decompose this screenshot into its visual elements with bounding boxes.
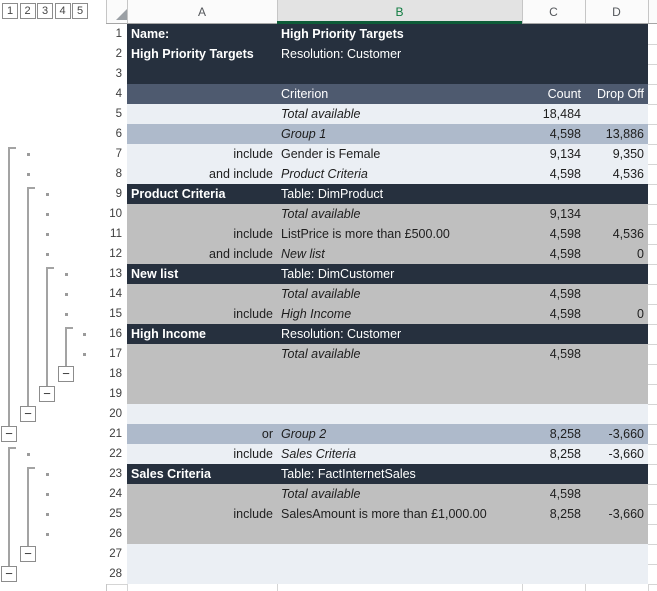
cell-C22[interactable]: 8,258 [549, 447, 581, 461]
outline-collapse-button[interactable]: − [20, 406, 36, 422]
gridline-h [648, 164, 657, 165]
cell-A23[interactable]: Sales Criteria [131, 467, 211, 481]
gridline-h [648, 184, 657, 185]
cell-C21[interactable]: 8,258 [549, 427, 581, 441]
cell-B21[interactable]: Group 2 [281, 427, 327, 441]
outline-level-button-1[interactable]: 1 [2, 3, 18, 19]
gridline-h [648, 404, 657, 405]
outline-bracket-tick [46, 267, 54, 269]
cell-D12[interactable]: 0 [637, 247, 644, 261]
gridline-v [277, 584, 278, 591]
cell-D8[interactable]: 4,536 [612, 167, 644, 181]
row-band-20[interactable] [127, 404, 648, 424]
outline-row-dot [65, 273, 68, 276]
header-separator [106, 0, 107, 24]
cell-B13[interactable]: Table: DimCustomer [281, 267, 395, 281]
select-all-triangle-icon [116, 9, 127, 20]
outline-collapse-button[interactable]: − [58, 366, 74, 382]
row-header-8[interactable]: 8 [106, 164, 127, 184]
cell-A16[interactable]: High Income [131, 327, 207, 341]
row-header-28[interactable]: 28 [106, 564, 127, 584]
cell-D7[interactable]: 9,350 [612, 147, 644, 161]
row-header-4[interactable]: 4 [106, 84, 127, 104]
row-band-19[interactable] [127, 384, 648, 404]
outline-row-dot [83, 353, 86, 356]
cell-C6[interactable]: 4,598 [549, 127, 581, 141]
gridline-h [648, 364, 657, 365]
gridline-h [648, 144, 657, 145]
gridline-h [648, 484, 657, 485]
outline-row-dot [65, 313, 68, 316]
cell-A2[interactable]: High Priority Targets [131, 47, 254, 61]
gridline-h [648, 584, 657, 585]
gridline-h [648, 284, 657, 285]
cell-A9[interactable]: Product Criteria [131, 187, 226, 201]
cell-D11[interactable]: 4,536 [612, 227, 644, 241]
gridline-h [648, 464, 657, 465]
header-separator [648, 0, 649, 24]
cell-B12[interactable]: New list [281, 247, 325, 261]
row-header-22[interactable]: 22 [106, 444, 127, 464]
outline-bracket-tick [8, 147, 16, 149]
outline-collapse-button[interactable]: − [1, 426, 17, 442]
cell-B11[interactable]: ListPrice is more than £500.00 [281, 227, 450, 241]
gridline-h [648, 64, 657, 65]
gridline-h [648, 564, 657, 565]
outline-level-button-2[interactable]: 2 [20, 3, 36, 19]
outline-row-dot [46, 213, 49, 216]
gridline-h [648, 84, 657, 85]
outline-bracket-line [8, 147, 10, 426]
outline-bracket-line [65, 327, 67, 366]
cell-A13[interactable]: New list [131, 267, 179, 281]
cell-A8[interactable]: and include [209, 167, 273, 181]
gridline-h [648, 324, 657, 325]
gridline-h [648, 344, 657, 345]
row-header-5[interactable]: 5 [106, 104, 127, 124]
cell-D15[interactable]: 0 [637, 307, 644, 321]
row-header-21[interactable]: 21 [106, 424, 127, 444]
row-header-24[interactable]: 24 [106, 484, 127, 504]
cell-C11[interactable]: 4,598 [549, 227, 581, 241]
row-header-7[interactable]: 7 [106, 144, 127, 164]
gridline-h [648, 384, 657, 385]
gridline-v [127, 584, 128, 591]
header-separator [585, 0, 586, 24]
cell-B24[interactable]: Total available [281, 487, 361, 501]
row-header-16[interactable]: 16 [106, 324, 127, 344]
gridline-v [648, 584, 649, 591]
row-band-3[interactable] [127, 64, 648, 84]
cell-C4[interactable]: Count [547, 87, 581, 101]
row-band-18[interactable] [127, 364, 648, 384]
row-header-10[interactable]: 10 [106, 204, 127, 224]
outline-row-dot [83, 333, 86, 336]
cell-C17[interactable]: 4,598 [549, 347, 581, 361]
selected-column-underline [277, 21, 522, 24]
cell-A25[interactable]: include [233, 507, 273, 521]
row-band-27[interactable] [127, 544, 648, 564]
outline-collapse-button[interactable]: − [20, 546, 36, 562]
row-header-3[interactable]: 3 [106, 64, 127, 84]
outline-collapse-button[interactable]: − [39, 386, 55, 402]
cell-B10[interactable]: Total available [281, 207, 361, 221]
cell-B8[interactable]: Product Criteria [281, 167, 368, 181]
cell-A21[interactable]: or [261, 427, 273, 441]
outline-bracket-tick [8, 447, 16, 449]
outline-row-dot [46, 253, 49, 256]
header-separator [522, 0, 523, 24]
cell-B4[interactable]: Criterion [281, 87, 329, 101]
gridline-h [648, 504, 657, 505]
cell-D21[interactable]: -3,660 [608, 427, 644, 441]
cell-A22[interactable]: include [233, 447, 273, 461]
row-header-11[interactable]: 11 [106, 224, 127, 244]
outline-level-button-5[interactable]: 5 [72, 3, 88, 19]
cell-C5[interactable]: 18,484 [542, 107, 581, 121]
outline-row-dot [27, 453, 30, 456]
outline-bracket-tick [27, 187, 35, 189]
outline-row-dot [46, 493, 49, 496]
row-header-6[interactable]: 6 [106, 124, 127, 144]
row-header-23[interactable]: 23 [106, 464, 127, 484]
gridline-h [648, 424, 657, 425]
cell-C14[interactable]: 4,598 [549, 287, 581, 301]
outline-level-button-4[interactable]: 4 [55, 3, 71, 19]
column-header-c[interactable]: C [522, 0, 585, 24]
cell-B2[interactable]: Resolution: Customer [281, 47, 402, 61]
gridline-h [648, 124, 657, 125]
cell-C7[interactable]: 9,134 [549, 147, 581, 161]
gridline-h [648, 44, 657, 45]
cell-C15[interactable]: 4,598 [549, 307, 581, 321]
outline-bracket-tick [27, 467, 35, 469]
gridline-h [648, 544, 657, 545]
gridline-h [648, 444, 657, 445]
cell-B14[interactable]: Total available [281, 287, 361, 301]
gridline-h [648, 224, 657, 225]
row-header-18[interactable]: 18 [106, 364, 127, 384]
cell-C24[interactable]: 4,598 [549, 487, 581, 501]
outline-row-dot [65, 293, 68, 296]
cell-D22[interactable]: -3,660 [608, 447, 644, 461]
row-header-20[interactable]: 20 [106, 404, 127, 424]
cell-B9[interactable]: Table: DimProduct [281, 187, 384, 201]
outline-bracket-line [27, 467, 29, 546]
cell-D4[interactable]: Drop Off [596, 87, 644, 101]
cell-B17[interactable]: Total available [281, 347, 361, 361]
cell-B6[interactable]: Group 1 [281, 127, 327, 141]
cell-D6[interactable]: 13,886 [605, 127, 644, 141]
outline-bracket-line [27, 187, 29, 406]
cell-B16[interactable]: Resolution: Customer [281, 327, 402, 341]
gridline-h [648, 304, 657, 305]
gridline-h [648, 204, 657, 205]
row-header-26[interactable]: 26 [106, 524, 127, 544]
cell-A15[interactable]: include [233, 307, 273, 321]
cell-A7[interactable]: include [233, 147, 273, 161]
column-header-a[interactable]: A [127, 0, 277, 24]
cell-A11[interactable]: include [233, 227, 273, 241]
gridline-h [648, 524, 657, 525]
cell-B1[interactable]: High Priority Targets [281, 27, 404, 41]
row-band-26[interactable] [127, 524, 648, 544]
cell-B7[interactable]: Gender is Female [281, 147, 381, 161]
row-header-9[interactable]: 9 [106, 184, 127, 204]
cell-B23[interactable]: Table: FactInternetSales [281, 467, 416, 481]
outline-bracket-line [46, 267, 48, 386]
row-header-19[interactable]: 19 [106, 384, 127, 404]
cell-A12[interactable]: and include [209, 247, 273, 261]
row-header-13[interactable]: 13 [106, 264, 127, 284]
row-header-14[interactable]: 14 [106, 284, 127, 304]
outline-row-dot [46, 193, 49, 196]
cell-C8[interactable]: 4,598 [549, 167, 581, 181]
row-header-25[interactable]: 25 [106, 504, 127, 524]
cell-C10[interactable]: 9,134 [549, 207, 581, 221]
cell-B5[interactable]: Total available [281, 107, 361, 121]
row-header-17[interactable]: 17 [106, 344, 127, 364]
column-header-d[interactable]: D [585, 0, 648, 24]
outline-row-dot [27, 153, 30, 156]
outline-row-dot [46, 513, 49, 516]
outline-bracket-tick [65, 327, 73, 329]
gridline-h [648, 104, 657, 105]
outline-row-dot [46, 533, 49, 536]
gridline-h [648, 244, 657, 245]
row-header-27[interactable]: 27 [106, 544, 127, 564]
row-header-2[interactable]: 2 [106, 44, 127, 64]
cell-B15[interactable]: High Income [281, 307, 352, 321]
gridline-v [522, 584, 523, 591]
cell-A1[interactable]: Name: [131, 27, 170, 41]
gridline-h [106, 584, 127, 585]
gridline-v [585, 584, 586, 591]
column-header-b[interactable]: B [277, 0, 522, 24]
outline-row-dot [27, 173, 30, 176]
cell-D25[interactable]: -3,660 [608, 507, 644, 521]
cell-C12[interactable]: 4,598 [549, 247, 581, 261]
cell-B22[interactable]: Sales Criteria [281, 447, 357, 461]
cell-C25[interactable]: 8,258 [549, 507, 581, 521]
row-band-28[interactable] [127, 564, 648, 584]
header-separator [127, 0, 128, 24]
cell-B25[interactable]: SalesAmount is more than £1,000.00 [281, 507, 487, 521]
row-header-15[interactable]: 15 [106, 304, 127, 324]
column-header-e-sliver[interactable] [648, 0, 657, 24]
gridline-h [648, 264, 657, 265]
row-header-1[interactable]: 1 [106, 24, 127, 44]
row-header-12[interactable]: 12 [106, 244, 127, 264]
outline-collapse-button[interactable]: − [1, 566, 17, 582]
outline-level-button-3[interactable]: 3 [37, 3, 53, 19]
outline-bracket-line [8, 447, 10, 566]
outline-row-dot [46, 233, 49, 236]
outline-row-dot [46, 473, 49, 476]
